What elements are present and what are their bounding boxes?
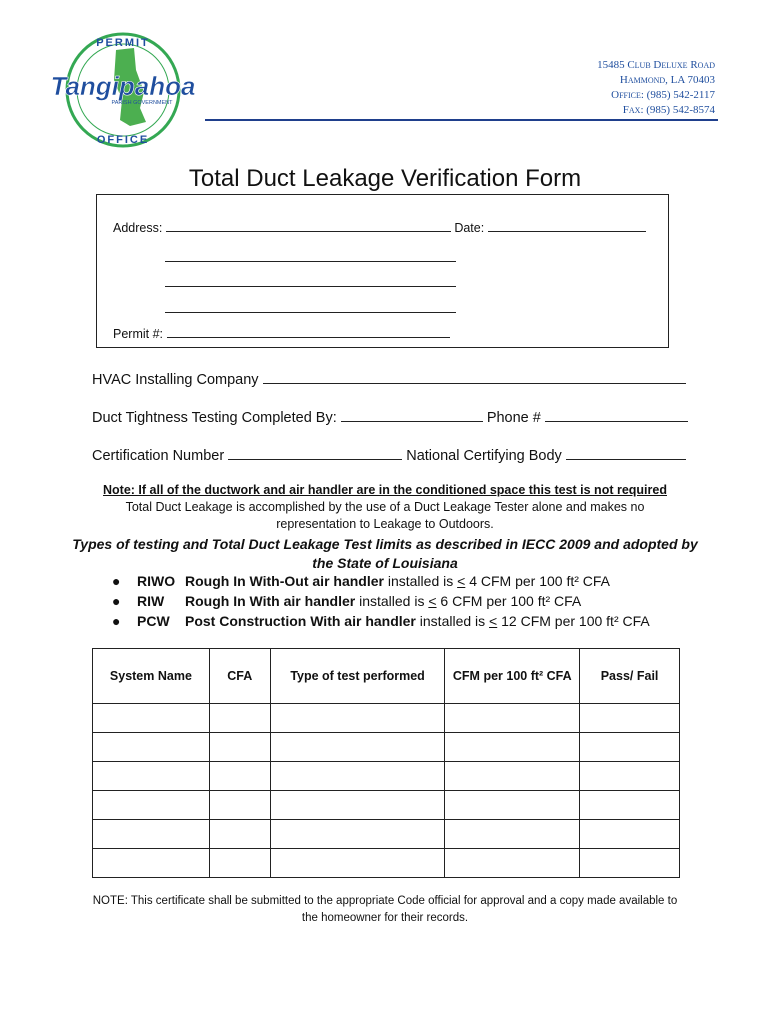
less-equal-sign: < xyxy=(457,573,466,589)
table-row xyxy=(93,791,680,820)
test-limit: 4 CFM per 100 ft² CFA xyxy=(465,573,611,589)
logo-name-text: Tangipahoa xyxy=(50,71,196,101)
phone-label: Phone # xyxy=(486,410,541,426)
table-cell[interactable] xyxy=(445,791,580,820)
table-cell[interactable] xyxy=(270,849,445,878)
test-code: RIW xyxy=(137,593,165,609)
certifying-body-label: National Certifying Body xyxy=(406,448,562,464)
table-cell[interactable] xyxy=(93,820,210,849)
test-name: Rough In With-Out air handler xyxy=(185,573,384,589)
test-limit: 6 CFM per 100 ft² CFA xyxy=(436,593,582,609)
table-cell[interactable] xyxy=(270,791,445,820)
note-line-1: Total Duct Leakage is accomplished by the use of a Duct Leakage Tester alone and makes no xyxy=(125,500,645,514)
table-cell[interactable] xyxy=(445,849,580,878)
table-row xyxy=(93,704,680,733)
table-row xyxy=(93,733,680,762)
table-row xyxy=(93,849,680,878)
permit-label: Permit #: xyxy=(113,327,164,341)
address-label: Address: xyxy=(113,221,163,235)
table-cell[interactable] xyxy=(209,762,270,791)
address-line-2[interactable] xyxy=(165,261,456,262)
table-cell[interactable] xyxy=(209,849,270,878)
contact-city: Hammond, LA 70403 xyxy=(619,74,715,86)
test-name: Post Construction With air handler xyxy=(185,613,416,629)
bullet-icon: ● xyxy=(112,613,121,629)
table-cell[interactable] xyxy=(445,733,580,762)
table-cell[interactable] xyxy=(270,733,445,762)
contact-fax: Fax: (985) 542-8574 xyxy=(622,104,715,116)
test-code: RIWO xyxy=(137,573,176,589)
table-cell[interactable] xyxy=(580,733,680,762)
table-cell[interactable] xyxy=(270,704,445,733)
footer-note xyxy=(0,893,770,927)
header-divider xyxy=(205,119,718,121)
table-cell[interactable] xyxy=(93,733,210,762)
column-header-cfm: CFM per 100 ft² CFA xyxy=(445,649,580,704)
test-limit: 12 CFM per 100 ft² CFA xyxy=(497,613,650,629)
certification-row xyxy=(92,447,686,464)
column-header-test-type: Type of test performed xyxy=(270,649,445,704)
table-cell[interactable] xyxy=(445,704,580,733)
address-row xyxy=(113,219,646,235)
table-cell[interactable] xyxy=(93,704,210,733)
table-cell[interactable] xyxy=(93,762,210,791)
contact-office-phone: Office: (985) 542-2117 xyxy=(611,89,715,101)
footer-line-1: NOTE: This certificate shall be submitted to the appropriate Code official for approval and a copy made available to xyxy=(92,895,678,907)
permit-row xyxy=(113,325,450,341)
less-equal-sign: < xyxy=(428,593,437,609)
table-cell[interactable] xyxy=(209,733,270,762)
phone-field[interactable] xyxy=(545,409,688,422)
logo-permit-text: PERMIT xyxy=(96,37,150,49)
logo-office-text: OFFICE xyxy=(96,134,150,146)
types-heading-line-1: Types of testing and Total Duct Leakage Test limits as described in IECC 2009 and adopted by xyxy=(72,536,698,552)
logo-subtitle-text: PARISH GOVERNMENT xyxy=(111,100,173,106)
column-header-system-name: System Name xyxy=(93,649,210,704)
date-label: Date: xyxy=(454,221,485,235)
tested-by-field[interactable] xyxy=(341,409,483,422)
contact-street: 15485 Club Deluxe Road xyxy=(597,59,715,71)
address-box xyxy=(96,194,669,348)
table-row xyxy=(93,762,680,791)
table-cell[interactable] xyxy=(445,820,580,849)
footer-line-2: the homeowner for their records. xyxy=(301,912,469,924)
hvac-row xyxy=(92,371,686,388)
test-name: Rough In With air handler xyxy=(185,593,356,609)
hvac-label: HVAC Installing Company xyxy=(92,372,259,388)
types-heading-line-2: the State of Louisiana xyxy=(312,555,458,571)
cert-number-field[interactable] xyxy=(228,447,402,460)
results-table xyxy=(92,648,680,878)
table-cell[interactable] xyxy=(580,849,680,878)
table-cell[interactable] xyxy=(209,704,270,733)
table-cell[interactable] xyxy=(209,820,270,849)
table-cell[interactable] xyxy=(270,820,445,849)
note-block xyxy=(0,482,770,533)
bullet-icon: ● xyxy=(112,573,121,589)
types-heading xyxy=(0,535,770,573)
tested-by-label: Duct Tightness Testing Completed By: xyxy=(92,410,337,426)
form-title: Total Duct Leakage Verification Form xyxy=(188,165,582,192)
certifying-body-field[interactable] xyxy=(566,447,686,460)
address-field[interactable] xyxy=(166,219,451,232)
less-equal-sign: < xyxy=(489,613,498,629)
table-cell[interactable] xyxy=(93,791,210,820)
bullet-icon: ● xyxy=(112,593,121,609)
table-header-row xyxy=(93,649,680,704)
table-cell[interactable] xyxy=(445,762,580,791)
address-line-4[interactable] xyxy=(165,312,456,313)
tested-by-row xyxy=(92,409,688,426)
column-header-pass-fail: Pass/ Fail xyxy=(580,649,680,704)
test-code: PCW xyxy=(137,613,170,629)
permit-field[interactable] xyxy=(167,325,450,338)
table-cell[interactable] xyxy=(93,849,210,878)
table-cell[interactable] xyxy=(270,762,445,791)
cert-label: Certification Number xyxy=(92,448,225,464)
note-line-2: representation to Leakage to Outdoors. xyxy=(276,517,494,531)
table-cell[interactable] xyxy=(580,762,680,791)
table-row xyxy=(93,820,680,849)
column-header-cfa: CFA xyxy=(209,649,270,704)
table-cell[interactable] xyxy=(580,791,680,820)
address-line-3[interactable] xyxy=(165,286,456,287)
date-field[interactable] xyxy=(488,219,646,232)
permit-office-logo xyxy=(50,30,200,150)
table-cell[interactable] xyxy=(580,820,680,849)
hvac-company-field[interactable] xyxy=(263,371,686,384)
contact-block xyxy=(597,58,715,118)
note-heading: Note: If all of the ductwork and air handler are in the conditioned space this test is not required xyxy=(103,483,667,497)
table-cell[interactable] xyxy=(209,791,270,820)
table-cell[interactable] xyxy=(580,704,680,733)
